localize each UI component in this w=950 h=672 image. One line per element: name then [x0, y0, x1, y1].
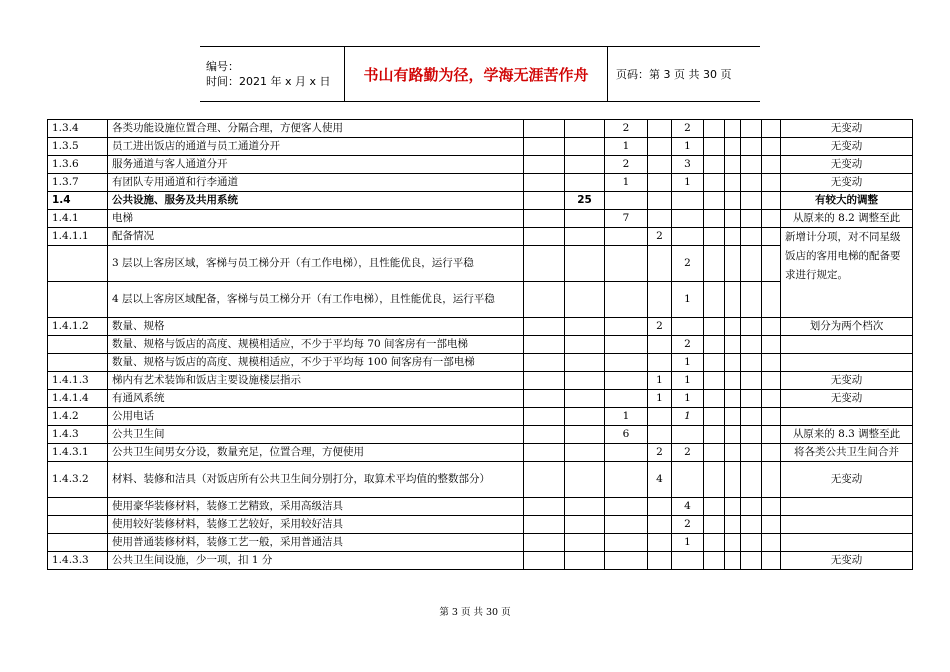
score-cell	[524, 192, 565, 210]
item-number: 1.4	[48, 192, 108, 210]
remark-cell: 无变动	[781, 390, 913, 408]
remark-cell	[781, 336, 913, 354]
score-cell	[565, 462, 605, 498]
score-cell: 1	[672, 390, 704, 408]
score-cell	[704, 390, 725, 408]
item-description: 有通风系统	[108, 390, 524, 408]
table-row	[48, 390, 913, 408]
score-cell	[741, 120, 762, 138]
item-description: 使用普通装修材料，装修工艺一般，采用普通洁具	[108, 534, 524, 552]
score-cell	[565, 156, 605, 174]
page-footer: 第 3 页 共 30 页	[439, 607, 511, 618]
score-cell	[725, 516, 741, 534]
score-cell	[605, 444, 648, 462]
score-cell	[725, 210, 741, 228]
score-cell: 1	[672, 174, 704, 192]
score-cell	[648, 516, 672, 534]
table-row	[48, 336, 913, 354]
remark-cell	[781, 498, 913, 516]
remark-cell: 无变动	[781, 552, 913, 570]
score-cell	[741, 210, 762, 228]
score-cell	[524, 246, 565, 282]
item-number	[48, 282, 108, 318]
item-number: 1.4.3.3	[48, 552, 108, 570]
score-cell	[725, 246, 741, 282]
score-cell	[704, 534, 725, 552]
item-description: 有团队专用通道和行李通道	[108, 174, 524, 192]
score-cell	[725, 138, 741, 156]
remark-cell: 划分为两个档次	[781, 318, 913, 336]
item-description: 公共卫生间男女分设，数量充足，位置合理，方便使用	[108, 444, 524, 462]
score-cell	[605, 228, 648, 246]
score-cell	[524, 408, 565, 426]
score-cell: 2	[648, 444, 672, 462]
item-number	[48, 516, 108, 534]
score-cell: 1	[672, 282, 704, 318]
score-cell	[648, 552, 672, 570]
serial-label: 编号：	[206, 60, 239, 73]
score-cell	[704, 372, 725, 390]
score-cell	[725, 336, 741, 354]
table-row	[48, 174, 913, 192]
item-number: 1.4.1.4	[48, 390, 108, 408]
score-cell	[565, 228, 605, 246]
score-cell	[524, 336, 565, 354]
score-cell	[605, 516, 648, 534]
score-cell	[648, 498, 672, 516]
score-cell	[762, 192, 781, 210]
score-cell: 4	[672, 498, 704, 516]
table-row	[48, 228, 913, 246]
item-number: 1.4.1.1	[48, 228, 108, 246]
score-cell	[704, 498, 725, 516]
score-cell	[672, 192, 704, 210]
score-cell	[725, 390, 741, 408]
remark-merged: 新增计分项，对不同星级饭店的客用电梯的配备要求进行规定。	[781, 228, 913, 318]
item-number: 1.4.3.2	[48, 462, 108, 498]
score-cell: 1	[605, 138, 648, 156]
score-cell	[725, 174, 741, 192]
table-row	[48, 138, 913, 156]
score-cell	[605, 336, 648, 354]
score-cell	[672, 426, 704, 444]
item-description: 梯内有艺术装饰和饭店主要设施楼层指示	[108, 372, 524, 390]
score-cell	[762, 354, 781, 372]
score-cell	[648, 246, 672, 282]
score-cell	[672, 228, 704, 246]
score-cell	[648, 120, 672, 138]
score-cell: 2	[605, 120, 648, 138]
score-cell: 2	[672, 246, 704, 282]
score-cell	[741, 516, 762, 534]
remark-cell: 从原来的 8.2 调整至此	[781, 210, 913, 228]
item-number: 1.3.7	[48, 174, 108, 192]
score-cell	[762, 282, 781, 318]
score-cell	[741, 246, 762, 282]
score-cell	[741, 408, 762, 426]
score-cell: 25	[565, 192, 605, 210]
score-cell	[524, 390, 565, 408]
item-description: 配备情况	[108, 228, 524, 246]
table-row	[48, 498, 913, 516]
score-cell	[741, 192, 762, 210]
item-number	[48, 498, 108, 516]
score-cell	[672, 552, 704, 570]
item-description: 数量、规格与饭店的高度、规模相适应，不少于平均每 100 间客房有一部电梯	[108, 354, 524, 372]
item-description: 数量、规格	[108, 318, 524, 336]
table-row	[48, 120, 913, 138]
score-cell	[741, 462, 762, 498]
score-cell	[565, 426, 605, 444]
score-cell	[704, 426, 725, 444]
item-description: 数量、规格与饭店的高度、规模相适应，不少于平均每 70 间客房有一部电梯	[108, 336, 524, 354]
score-cell	[725, 354, 741, 372]
page-info: 页码：第 3 页 共 30 页	[616, 68, 732, 81]
score-cell	[725, 444, 741, 462]
motto: 书山有路勤为径，学海无涯苦作舟	[344, 47, 608, 101]
score-cell	[741, 498, 762, 516]
score-cell	[762, 534, 781, 552]
remark-cell: 无变动	[781, 156, 913, 174]
table-row	[48, 156, 913, 174]
remark-cell	[781, 534, 913, 552]
score-cell	[565, 282, 605, 318]
item-description: 服务通道与客人通道分开	[108, 156, 524, 174]
table-row	[48, 534, 913, 552]
score-cell	[605, 498, 648, 516]
score-cell: 2	[648, 228, 672, 246]
score-cell	[762, 246, 781, 282]
score-cell	[725, 192, 741, 210]
score-cell	[762, 426, 781, 444]
score-cell	[725, 552, 741, 570]
score-cell	[704, 156, 725, 174]
score-cell	[762, 462, 781, 498]
item-description: 3 层以上客房区域，客梯与员工梯分开（有工作电梯），且性能优良，运行平稳	[108, 246, 524, 282]
score-cell	[565, 390, 605, 408]
table-row	[48, 210, 913, 228]
score-cell	[704, 516, 725, 534]
score-cell	[741, 318, 762, 336]
item-description: 公共卫生间设施，少一项，扣 1 分	[108, 552, 524, 570]
header-meta	[200, 47, 344, 101]
score-cell	[725, 498, 741, 516]
score-cell: 2	[672, 516, 704, 534]
item-number: 1.4.1.3	[48, 372, 108, 390]
remark-cell: 从原来的 8.3 调整至此	[781, 426, 913, 444]
score-cell: 7	[605, 210, 648, 228]
score-cell: 1	[648, 372, 672, 390]
remark-cell	[781, 354, 913, 372]
score-cell	[741, 372, 762, 390]
score-cell: 1	[605, 408, 648, 426]
score-cell	[605, 318, 648, 336]
score-cell: 2	[648, 318, 672, 336]
score-cell	[565, 174, 605, 192]
item-number	[48, 246, 108, 282]
score-cell	[648, 282, 672, 318]
score-cell	[524, 120, 565, 138]
score-cell	[725, 462, 741, 498]
score-cell: 2	[605, 156, 648, 174]
score-cell	[725, 408, 741, 426]
score-cell	[648, 534, 672, 552]
score-cell	[704, 318, 725, 336]
score-cell: 1	[672, 372, 704, 390]
score-cell	[741, 354, 762, 372]
score-cell	[762, 498, 781, 516]
score-cell	[524, 174, 565, 192]
score-cell: 2	[672, 120, 704, 138]
score-cell	[565, 138, 605, 156]
score-cell	[741, 156, 762, 174]
score-cell: 2	[672, 336, 704, 354]
score-cell	[762, 318, 781, 336]
score-cell	[605, 246, 648, 282]
score-cell	[704, 282, 725, 318]
score-cell	[704, 336, 725, 354]
score-cell	[524, 156, 565, 174]
score-cell	[648, 156, 672, 174]
score-cell	[725, 534, 741, 552]
score-cell	[725, 372, 741, 390]
score-cell	[762, 120, 781, 138]
item-number: 1.4.2	[48, 408, 108, 426]
score-cell	[762, 228, 781, 246]
score-cell	[704, 354, 725, 372]
remark-cell: 无变动	[781, 372, 913, 390]
score-cell	[565, 318, 605, 336]
item-description: 材料、装修和洁具（对饭店所有公共卫生间分别打分，取算术平均值的整数部分）	[108, 462, 524, 498]
remark-cell: 无变动	[781, 462, 913, 498]
table-row	[48, 444, 913, 462]
score-cell	[704, 138, 725, 156]
score-cell	[605, 462, 648, 498]
score-cell	[565, 336, 605, 354]
page-header	[200, 46, 760, 102]
item-number: 1.4.3.1	[48, 444, 108, 462]
score-cell	[704, 444, 725, 462]
score-cell: 3	[672, 156, 704, 174]
score-cell	[672, 210, 704, 228]
remark-cell: 无变动	[781, 120, 913, 138]
score-cell	[725, 318, 741, 336]
score-cell	[648, 426, 672, 444]
score-cell	[704, 120, 725, 138]
score-cell	[741, 444, 762, 462]
remark-cell: 有较大的调整	[781, 192, 913, 210]
score-cell	[762, 336, 781, 354]
score-cell	[565, 534, 605, 552]
item-description: 使用豪华装修材料，装修工艺精致，采用高级洁具	[108, 498, 524, 516]
item-description: 4 层以上客房区域配备，客梯与员工梯分开（有工作电梯），且性能优良，运行平稳	[108, 282, 524, 318]
score-cell	[524, 426, 565, 444]
score-cell	[741, 426, 762, 444]
table-row	[48, 516, 913, 534]
score-cell	[648, 408, 672, 426]
score-cell: 4	[648, 462, 672, 498]
item-description: 各类功能设施位置合理、分隔合理，方便客人使用	[108, 120, 524, 138]
score-cell	[524, 354, 565, 372]
score-cell	[762, 372, 781, 390]
table-row	[48, 318, 913, 336]
scoring-table	[47, 119, 913, 570]
remark-cell	[781, 516, 913, 534]
score-cell	[648, 210, 672, 228]
time-label: 时间：2021 年 x 月 x 日	[206, 75, 331, 88]
score-cell	[524, 516, 565, 534]
score-cell: 1	[672, 408, 704, 426]
score-cell	[704, 228, 725, 246]
score-cell: 1	[672, 354, 704, 372]
score-cell	[672, 318, 704, 336]
item-description: 使用较好装修材料，装修工艺较好，采用较好洁具	[108, 516, 524, 534]
score-cell	[672, 462, 704, 498]
table-row	[48, 552, 913, 570]
score-cell	[605, 354, 648, 372]
remark-cell: 无变动	[781, 138, 913, 156]
score-cell	[565, 354, 605, 372]
score-cell	[725, 156, 741, 174]
score-cell	[704, 210, 725, 228]
score-cell	[565, 516, 605, 534]
score-cell	[762, 552, 781, 570]
table-row	[48, 426, 913, 444]
score-cell	[762, 516, 781, 534]
item-description: 公共卫生间	[108, 426, 524, 444]
score-cell	[704, 462, 725, 498]
score-cell	[762, 210, 781, 228]
score-cell	[605, 390, 648, 408]
score-cell	[762, 174, 781, 192]
score-cell	[565, 372, 605, 390]
table-row	[48, 408, 913, 426]
score-cell: 1	[672, 138, 704, 156]
score-cell	[704, 552, 725, 570]
score-cell	[605, 372, 648, 390]
remark-cell: 无变动	[781, 174, 913, 192]
item-number: 1.3.6	[48, 156, 108, 174]
score-cell	[762, 408, 781, 426]
item-description: 电梯	[108, 210, 524, 228]
score-cell	[565, 552, 605, 570]
score-cell	[524, 444, 565, 462]
score-cell	[524, 138, 565, 156]
score-cell	[741, 228, 762, 246]
score-cell	[762, 138, 781, 156]
score-cell	[565, 444, 605, 462]
table-row	[48, 192, 913, 210]
score-cell	[524, 318, 565, 336]
score-cell	[524, 498, 565, 516]
table-row	[48, 372, 913, 390]
score-cell	[605, 192, 648, 210]
remark-cell	[781, 408, 913, 426]
score-cell	[565, 498, 605, 516]
item-description: 公用电话	[108, 408, 524, 426]
score-cell	[762, 156, 781, 174]
score-cell	[762, 444, 781, 462]
score-cell	[605, 534, 648, 552]
score-cell	[565, 210, 605, 228]
score-cell	[725, 426, 741, 444]
score-cell: 6	[605, 426, 648, 444]
score-cell	[648, 336, 672, 354]
score-cell	[741, 534, 762, 552]
score-cell	[605, 282, 648, 318]
score-cell	[741, 390, 762, 408]
score-cell	[524, 228, 565, 246]
score-cell	[524, 282, 565, 318]
score-cell	[648, 192, 672, 210]
score-cell: 1	[648, 390, 672, 408]
table-row	[48, 354, 913, 372]
score-cell	[725, 120, 741, 138]
score-cell	[704, 192, 725, 210]
score-cell	[704, 246, 725, 282]
item-description: 公共设施、服务及共用系统	[108, 192, 524, 210]
score-cell: 2	[672, 444, 704, 462]
score-cell	[741, 174, 762, 192]
score-cell	[741, 282, 762, 318]
table-body	[48, 120, 913, 570]
score-cell	[524, 372, 565, 390]
score-cell	[524, 552, 565, 570]
item-number: 1.3.5	[48, 138, 108, 156]
score-cell	[741, 336, 762, 354]
score-cell	[565, 408, 605, 426]
score-cell	[524, 534, 565, 552]
score-cell	[524, 462, 565, 498]
score-cell: 1	[672, 534, 704, 552]
item-number: 1.4.1.2	[48, 318, 108, 336]
item-number	[48, 354, 108, 372]
score-cell	[725, 228, 741, 246]
item-number: 1.4.1	[48, 210, 108, 228]
remark-cell: 将各类公共卫生间合并	[781, 444, 913, 462]
item-number: 1.4.3	[48, 426, 108, 444]
score-cell	[762, 390, 781, 408]
score-cell	[648, 138, 672, 156]
score-cell	[648, 354, 672, 372]
score-cell	[704, 408, 725, 426]
score-cell	[648, 174, 672, 192]
score-cell	[741, 138, 762, 156]
item-number	[48, 336, 108, 354]
score-cell	[725, 282, 741, 318]
score-cell	[704, 174, 725, 192]
score-cell: 1	[605, 174, 648, 192]
item-number: 1.3.4	[48, 120, 108, 138]
score-cell	[565, 120, 605, 138]
score-cell	[605, 552, 648, 570]
score-cell	[524, 210, 565, 228]
table-row	[48, 462, 913, 498]
score-cell	[741, 552, 762, 570]
score-cell	[565, 246, 605, 282]
item-number	[48, 534, 108, 552]
item-description: 员工进出饭店的通道与员工通道分开	[108, 138, 524, 156]
